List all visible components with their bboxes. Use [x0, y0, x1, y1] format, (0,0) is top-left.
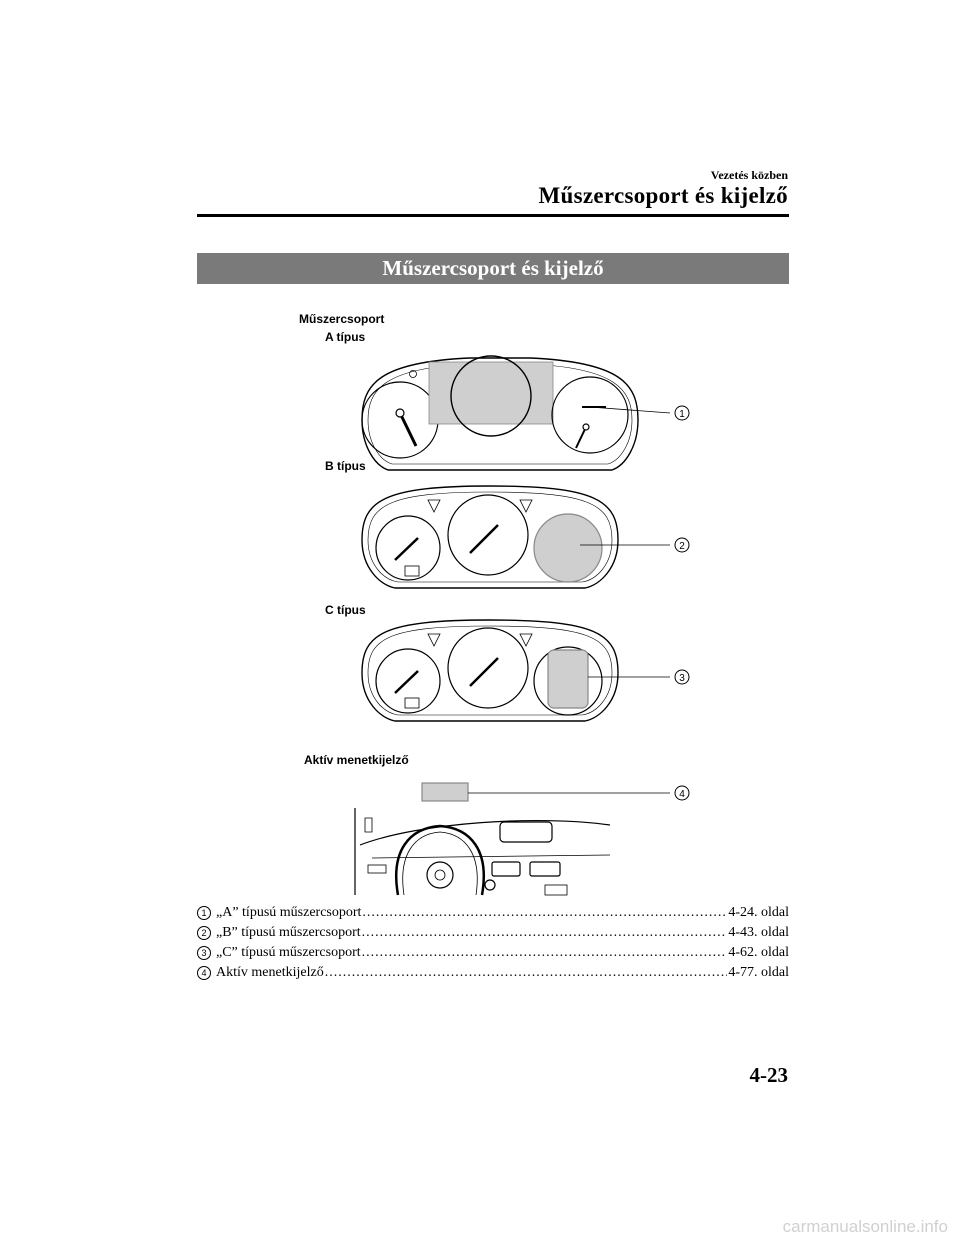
callout-2-number: 2: [679, 541, 685, 552]
reference-page: 4-24. oldal: [728, 904, 789, 920]
reference-number: 1: [197, 906, 211, 920]
type-b-cluster: [362, 486, 689, 588]
reference-item-c: [197, 943, 789, 962]
reference-page: 4-43. oldal: [728, 924, 789, 940]
reference-number: 4: [197, 966, 211, 980]
dot-leader: [362, 945, 728, 961]
reference-item-a: [197, 903, 789, 922]
reference-page: 4-62. oldal: [728, 944, 789, 960]
dot-leader: [362, 905, 727, 921]
figure-group-label: Műszercsoport: [299, 312, 385, 326]
type-a-cluster: [362, 356, 689, 470]
reference-number: 3: [197, 946, 211, 960]
section-header: Vezetés közben: [710, 168, 788, 182]
reference-item-hud: [197, 963, 789, 982]
callout-3-number: 3: [679, 673, 685, 684]
type-a-label: A típus: [325, 330, 366, 344]
page-number: 4-23: [749, 1063, 788, 1087]
reference-number: 2: [197, 926, 211, 940]
callout-1-number: 1: [679, 409, 685, 420]
reference-page: 4-77. oldal: [728, 964, 789, 980]
callout-4-number: 4: [679, 789, 685, 800]
page-header-title: Műszercsoport és kijelző: [538, 183, 788, 208]
hud-illustration: [355, 783, 689, 895]
hud-label: Aktív menetkijelző: [304, 753, 409, 767]
reference-text: „C” típusú műszercsoport: [216, 944, 361, 960]
watermark: carmanualsonline.info: [782, 1217, 948, 1236]
section-banner: Műszercsoport és kijelző: [197, 253, 789, 284]
reference-text: „B” típusú műszercsoport: [216, 924, 361, 940]
type-c-cluster: [362, 620, 689, 721]
reference-list: [197, 903, 789, 983]
reference-text: Aktív menetkijelző: [216, 964, 324, 980]
reference-item-b: [197, 923, 789, 942]
reference-text: „A” típusú műszercsoport: [216, 904, 362, 920]
dot-leader: [325, 965, 728, 981]
dot-leader: [362, 925, 728, 941]
type-b-label: B típus: [325, 459, 366, 473]
type-c-label: C típus: [325, 603, 366, 617]
